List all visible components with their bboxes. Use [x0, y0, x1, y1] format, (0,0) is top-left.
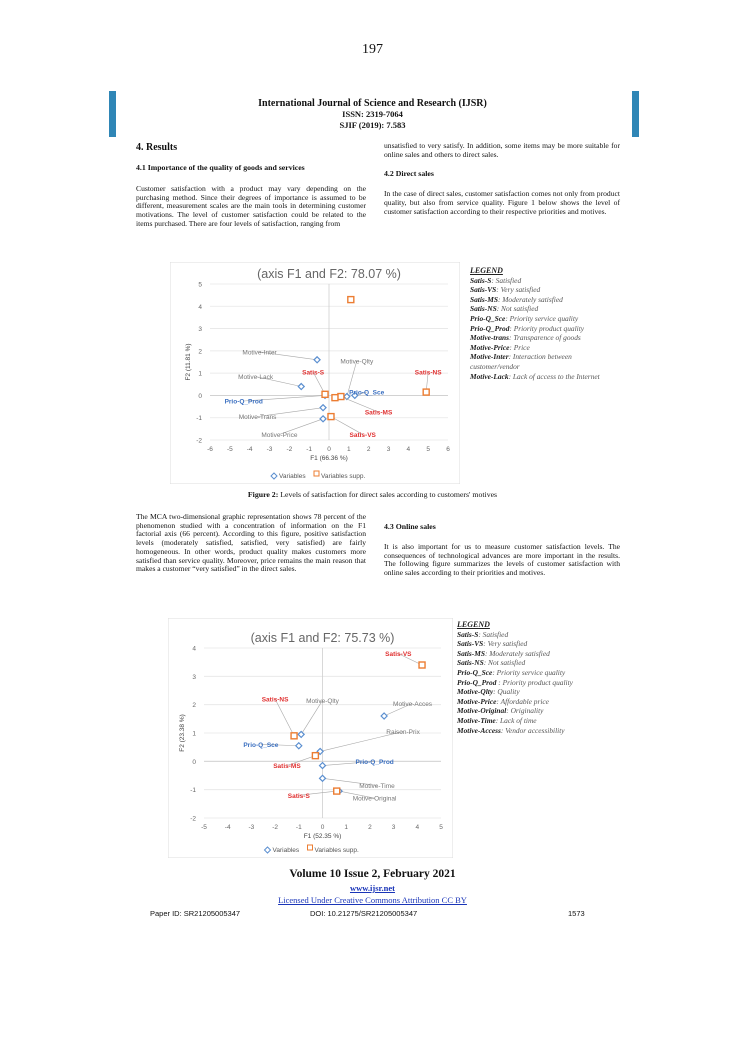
legend-item-key: Motive-Original: [457, 706, 507, 716]
legend-item: [457, 630, 617, 640]
legend-item-desc: : Very satisfied: [483, 639, 528, 649]
data-point-supp: [332, 395, 338, 401]
legend-item-key: Prio-Q_Prod: [470, 323, 510, 333]
paragraph-right-top: unsatisfied to very satisfy. In addition, some items may be more suitable for online sales and others to direct sales.: [384, 141, 620, 159]
data-point-supp: [322, 391, 328, 397]
legend-item: [470, 372, 620, 382]
legend-item-desc: : Lack of time: [495, 715, 537, 725]
footer-paper-id: Paper ID: SR21205005347: [150, 909, 241, 918]
legend-item: [470, 304, 620, 314]
y-tick-label: 0: [192, 758, 196, 766]
legend-item: [470, 295, 620, 305]
x-tick-label: 4: [415, 824, 420, 831]
legend-item-key: Motive-Inter: [470, 352, 509, 362]
legend-item: [470, 276, 620, 286]
y-tick-label: 3: [198, 326, 202, 334]
x-tick-label: -1: [295, 824, 302, 831]
x-tick-label: 5: [426, 446, 430, 453]
legend-item: [457, 678, 617, 688]
legend-item: [457, 639, 617, 649]
legend-title: LEGEND: [457, 620, 490, 629]
y-tick-label: 2: [198, 348, 202, 356]
paragraph-4-1: Customer satisfaction with a product may vary depending on the purchasing method. Since their degrees of importance is assumed to be different, measurement scales are the main tools in determining customer motivations. The level of customer satisfaction could be related to the items purchased. There are four levels of satisfaction, ranging from: [136, 184, 366, 228]
point-label: Motive-Original: [352, 795, 397, 803]
legend-item-desc: : Price: [509, 342, 530, 352]
point-label: Prio-Q_Prod: [224, 398, 263, 406]
point-label: Motive-Qlty: [306, 697, 339, 705]
legend-item-desc: : Lack of access to the Internet: [508, 371, 600, 381]
right-column-top: [384, 142, 620, 217]
y-axis-label: F2 (11.81 %): [185, 343, 192, 381]
x-tick-label: 2: [368, 824, 372, 831]
point-label: Motive-Price: [261, 431, 298, 439]
x-tick-label: -3: [266, 446, 273, 453]
y-tick-label: -2: [196, 437, 202, 445]
legend-item-desc: : Quality: [493, 687, 520, 697]
subheading-4-2: 4.2 Direct sales: [384, 169, 434, 179]
x-tick-label: -3: [248, 824, 255, 831]
left-column-bottom: [136, 513, 366, 574]
legend-item-key: Prio-Q_Prod: [457, 677, 497, 687]
x-tick-label: -5: [201, 824, 207, 831]
legend-item: [470, 324, 620, 334]
legend-item-key: Motive-Qlty: [457, 687, 494, 697]
x-tick-label: -6: [207, 446, 213, 453]
point-label: Prio-Q_Sce: [349, 389, 385, 397]
x-tick-label: -4: [246, 446, 253, 453]
legend-item-desc: : Not satisfied: [496, 304, 539, 314]
x-tick-label: 5: [439, 824, 443, 831]
legend-item-key: Motive-Price: [470, 342, 510, 352]
x-tick-label: -2: [272, 824, 278, 831]
legend-item-desc: : Not satisfied: [483, 658, 526, 668]
data-point-supp: [423, 389, 429, 395]
legend-item-desc: : Satisfied: [491, 275, 522, 285]
legend-item-desc: : Moderately satisfied: [497, 294, 563, 304]
y-tick-label: 4: [198, 303, 202, 311]
legend-item-key: Satis-MS: [470, 294, 498, 304]
footer-page: 1573: [568, 909, 585, 918]
legend-item-desc: : Satisfied: [478, 629, 509, 639]
legend-item-key: Satis-S: [457, 629, 479, 639]
legend-item-key: Motive-trans: [470, 333, 510, 343]
journal-issn: ISSN: 2319-7064: [342, 109, 403, 119]
point-label: Satis-VS: [349, 431, 376, 439]
point-label: Satis-VS: [385, 651, 412, 659]
y-tick-label: -1: [190, 787, 196, 795]
figure-direct-sales-chart: [170, 262, 460, 484]
x-tick-label: 0: [320, 824, 325, 831]
legend-item-key: Satis-S: [470, 275, 492, 285]
y-tick-label: -2: [190, 815, 196, 823]
legend-item-key: Satis-NS: [470, 304, 497, 314]
legend-title: LEGEND: [470, 266, 503, 275]
journal-header: [0, 98, 745, 131]
data-point-supp: [328, 414, 334, 420]
legend-marker-supp: [308, 845, 313, 850]
point-label: Raison-Prix: [386, 729, 420, 737]
journal-title: International Journal of Science and Research (IJSR): [258, 98, 487, 109]
subheading-4-1: 4.1 Importance of the quality of goods and services: [136, 163, 305, 172]
legend-item-key: Satis-VS: [470, 285, 497, 295]
legend-item-desc: : Priority product quality: [509, 323, 585, 333]
subheading-4-3: 4.3 Online sales: [384, 522, 436, 531]
legend-item-key: Satis-MS: [457, 648, 485, 658]
point-label: Satis-MS: [273, 763, 301, 771]
legend-label-supp: Variables supp.: [314, 847, 359, 854]
legend-item: [470, 285, 620, 295]
legend-item: [457, 706, 617, 716]
y-tick-label: 3: [192, 673, 196, 681]
right-column-bottom: [384, 522, 620, 578]
legend-item-desc: : Moderately satisfied: [484, 648, 550, 658]
footer-volume: Volume 10 Issue 2, February 2021: [289, 868, 456, 880]
data-point-supp: [334, 788, 340, 794]
legend-item: [470, 333, 620, 343]
legend-item-desc: : Priority service quality: [505, 313, 579, 323]
y-tick-label: 0: [198, 392, 202, 400]
legend-item: [457, 658, 617, 668]
data-point-supp: [291, 733, 297, 739]
x-tick-label: -4: [224, 824, 231, 831]
point-label: Motive-Trans: [238, 414, 277, 422]
chart-title: (axis F1 and F2: 75.73 %): [250, 631, 395, 645]
x-tick-label: -1: [306, 446, 313, 453]
legend-item-desc: : Priority service quality: [492, 667, 566, 677]
legend-item-desc: : Priority product quality: [496, 677, 573, 687]
point-label: Motive-Inter: [242, 349, 277, 357]
legend-item-desc: : Very satisfied: [496, 285, 541, 295]
x-tick-label: 2: [366, 446, 371, 453]
figure-online-sales-chart: [168, 618, 453, 858]
paragraph-4-2: In the case of direct sales, customer satisfaction comes not only from product quality, but also from service quality. Figure 1 below shows the level of customer satisfaction according to their respective priorities and motives.: [384, 189, 620, 216]
point-label: Satis-NS: [414, 369, 442, 377]
point-label: Satis-NS: [261, 696, 289, 704]
legend-item-key: Satis-NS: [457, 658, 484, 668]
legend-item-desc: : Transparence of goods: [509, 333, 581, 343]
x-tick-label: 3: [386, 446, 391, 453]
y-tick-label: 4: [192, 645, 196, 653]
x-tick-label: 4: [406, 446, 411, 453]
chart-title: (axis F1 and F2: 78.07 %): [257, 267, 401, 281]
legend-item-desc: : Originality: [506, 706, 544, 716]
y-axis-label: F2 (23.38 %): [179, 714, 186, 752]
y-tick-label: -1: [196, 415, 202, 423]
x-tick-label: 1: [344, 824, 349, 831]
point-label: Satis-S: [302, 369, 325, 377]
legend-item: [457, 668, 617, 678]
data-point-supp: [312, 753, 318, 759]
figure-2-caption: [0, 490, 745, 499]
point-label: Satis-S: [287, 792, 310, 800]
legend-item: [457, 726, 617, 736]
point-label: Satis-MS: [364, 409, 393, 417]
page-number: 197: [362, 42, 383, 57]
x-tick-label: -5: [226, 446, 233, 453]
legend-label-variables: Variables: [272, 847, 300, 854]
legend-label-supp: Variables supp.: [321, 473, 366, 480]
y-tick-label: 1: [192, 730, 196, 738]
legend-item-desc: : Affordable price: [496, 696, 549, 706]
x-tick-label: 6: [446, 446, 450, 453]
legend-item-key: Prio-Q_Sce: [457, 667, 493, 677]
legend-item-key: Motive-Price: [457, 696, 497, 706]
point-label: Prio-Q_Prod: [355, 758, 394, 766]
y-tick-label: 5: [198, 281, 202, 289]
legend-label-variables: Variables: [279, 473, 306, 480]
legend-direct-sales: [470, 266, 620, 381]
legend-item: [457, 697, 617, 707]
point-label: Motive-Lack: [238, 373, 274, 381]
legend-item: [470, 314, 620, 324]
x-tick-label: 3: [391, 824, 396, 831]
y-tick-label: 1: [198, 370, 202, 378]
section-heading-results: 4. Results: [136, 142, 178, 153]
data-point-supp: [419, 662, 425, 668]
footer-site-link[interactable]: www.ijsr.net: [349, 883, 396, 893]
figure-2-caption-label: Figure 2:: [247, 490, 279, 499]
figure-2-caption-text: Levels of satisfaction for direct sales according to customers' motives: [278, 490, 498, 499]
paragraph-4-3: It is also important for us to measure customer satisfaction levels. The consequences of technological advances are more important in the results. The following figure summarizes the levels of customer satisfaction with online sales according to their priorities and motives.: [384, 542, 620, 578]
footer-doi: DOI: 10.21275/SR21205005347: [310, 909, 418, 918]
point-label: Motive-Acces: [393, 700, 433, 708]
legend-item-desc: : Interaction between customer/vendor: [470, 352, 572, 371]
legend-item-key: Motive-Lack: [470, 371, 509, 381]
legend-item-desc: : Vendor accessibility: [500, 725, 565, 735]
legend-item-key: Motive-Time: [457, 715, 496, 725]
legend-item-key: Satis-VS: [457, 639, 484, 649]
legend-online-sales: [457, 620, 617, 735]
x-tick-label: 0: [327, 446, 331, 453]
x-tick-label: -2: [286, 446, 293, 453]
x-axis-label: F1 (66.36 %): [310, 455, 348, 462]
legend-item: [457, 687, 617, 697]
legend-item-key: Prio-Q_Sce: [470, 313, 506, 323]
legend-item: [457, 649, 617, 659]
legend-marker-supp: [314, 471, 319, 476]
legend-item: [470, 352, 620, 371]
point-label: Prio-Q_Sce: [243, 741, 279, 749]
x-tick-label: 1: [347, 446, 351, 453]
left-column-top: [136, 142, 366, 229]
point-label: Motive-Qlty: [340, 358, 374, 366]
paragraph-mca: The MCA two-dimensional graphic representation shows 78 percent of the phenomenon studied with a concentration of information on the F1 factorial axis (66 percent). According to this figure, positive satisfaction levels (moderately satisfied, satisfied, very satisfied) are fairly homogeneous. In other words, product quality makes customers more satisfied than service quality. Moreover, price remains the main reason that makes a customer “very satisfied” in the direct sales.: [136, 512, 366, 574]
journal-sjif: SJIF (2019): 7.583: [339, 120, 406, 130]
y-tick-label: 2: [192, 702, 196, 710]
data-point-supp: [348, 297, 354, 303]
data-point-supp: [338, 394, 344, 400]
legend-item: [457, 716, 617, 726]
point-label: Motive-Time: [359, 782, 395, 790]
footer-license-link[interactable]: Licensed Under Creative Commons Attribution CC BY: [278, 895, 467, 905]
legend-item: [470, 343, 620, 353]
x-axis-label: F1 (52.35 %): [303, 833, 342, 840]
legend-item-key: Motive-Access: [457, 725, 501, 735]
